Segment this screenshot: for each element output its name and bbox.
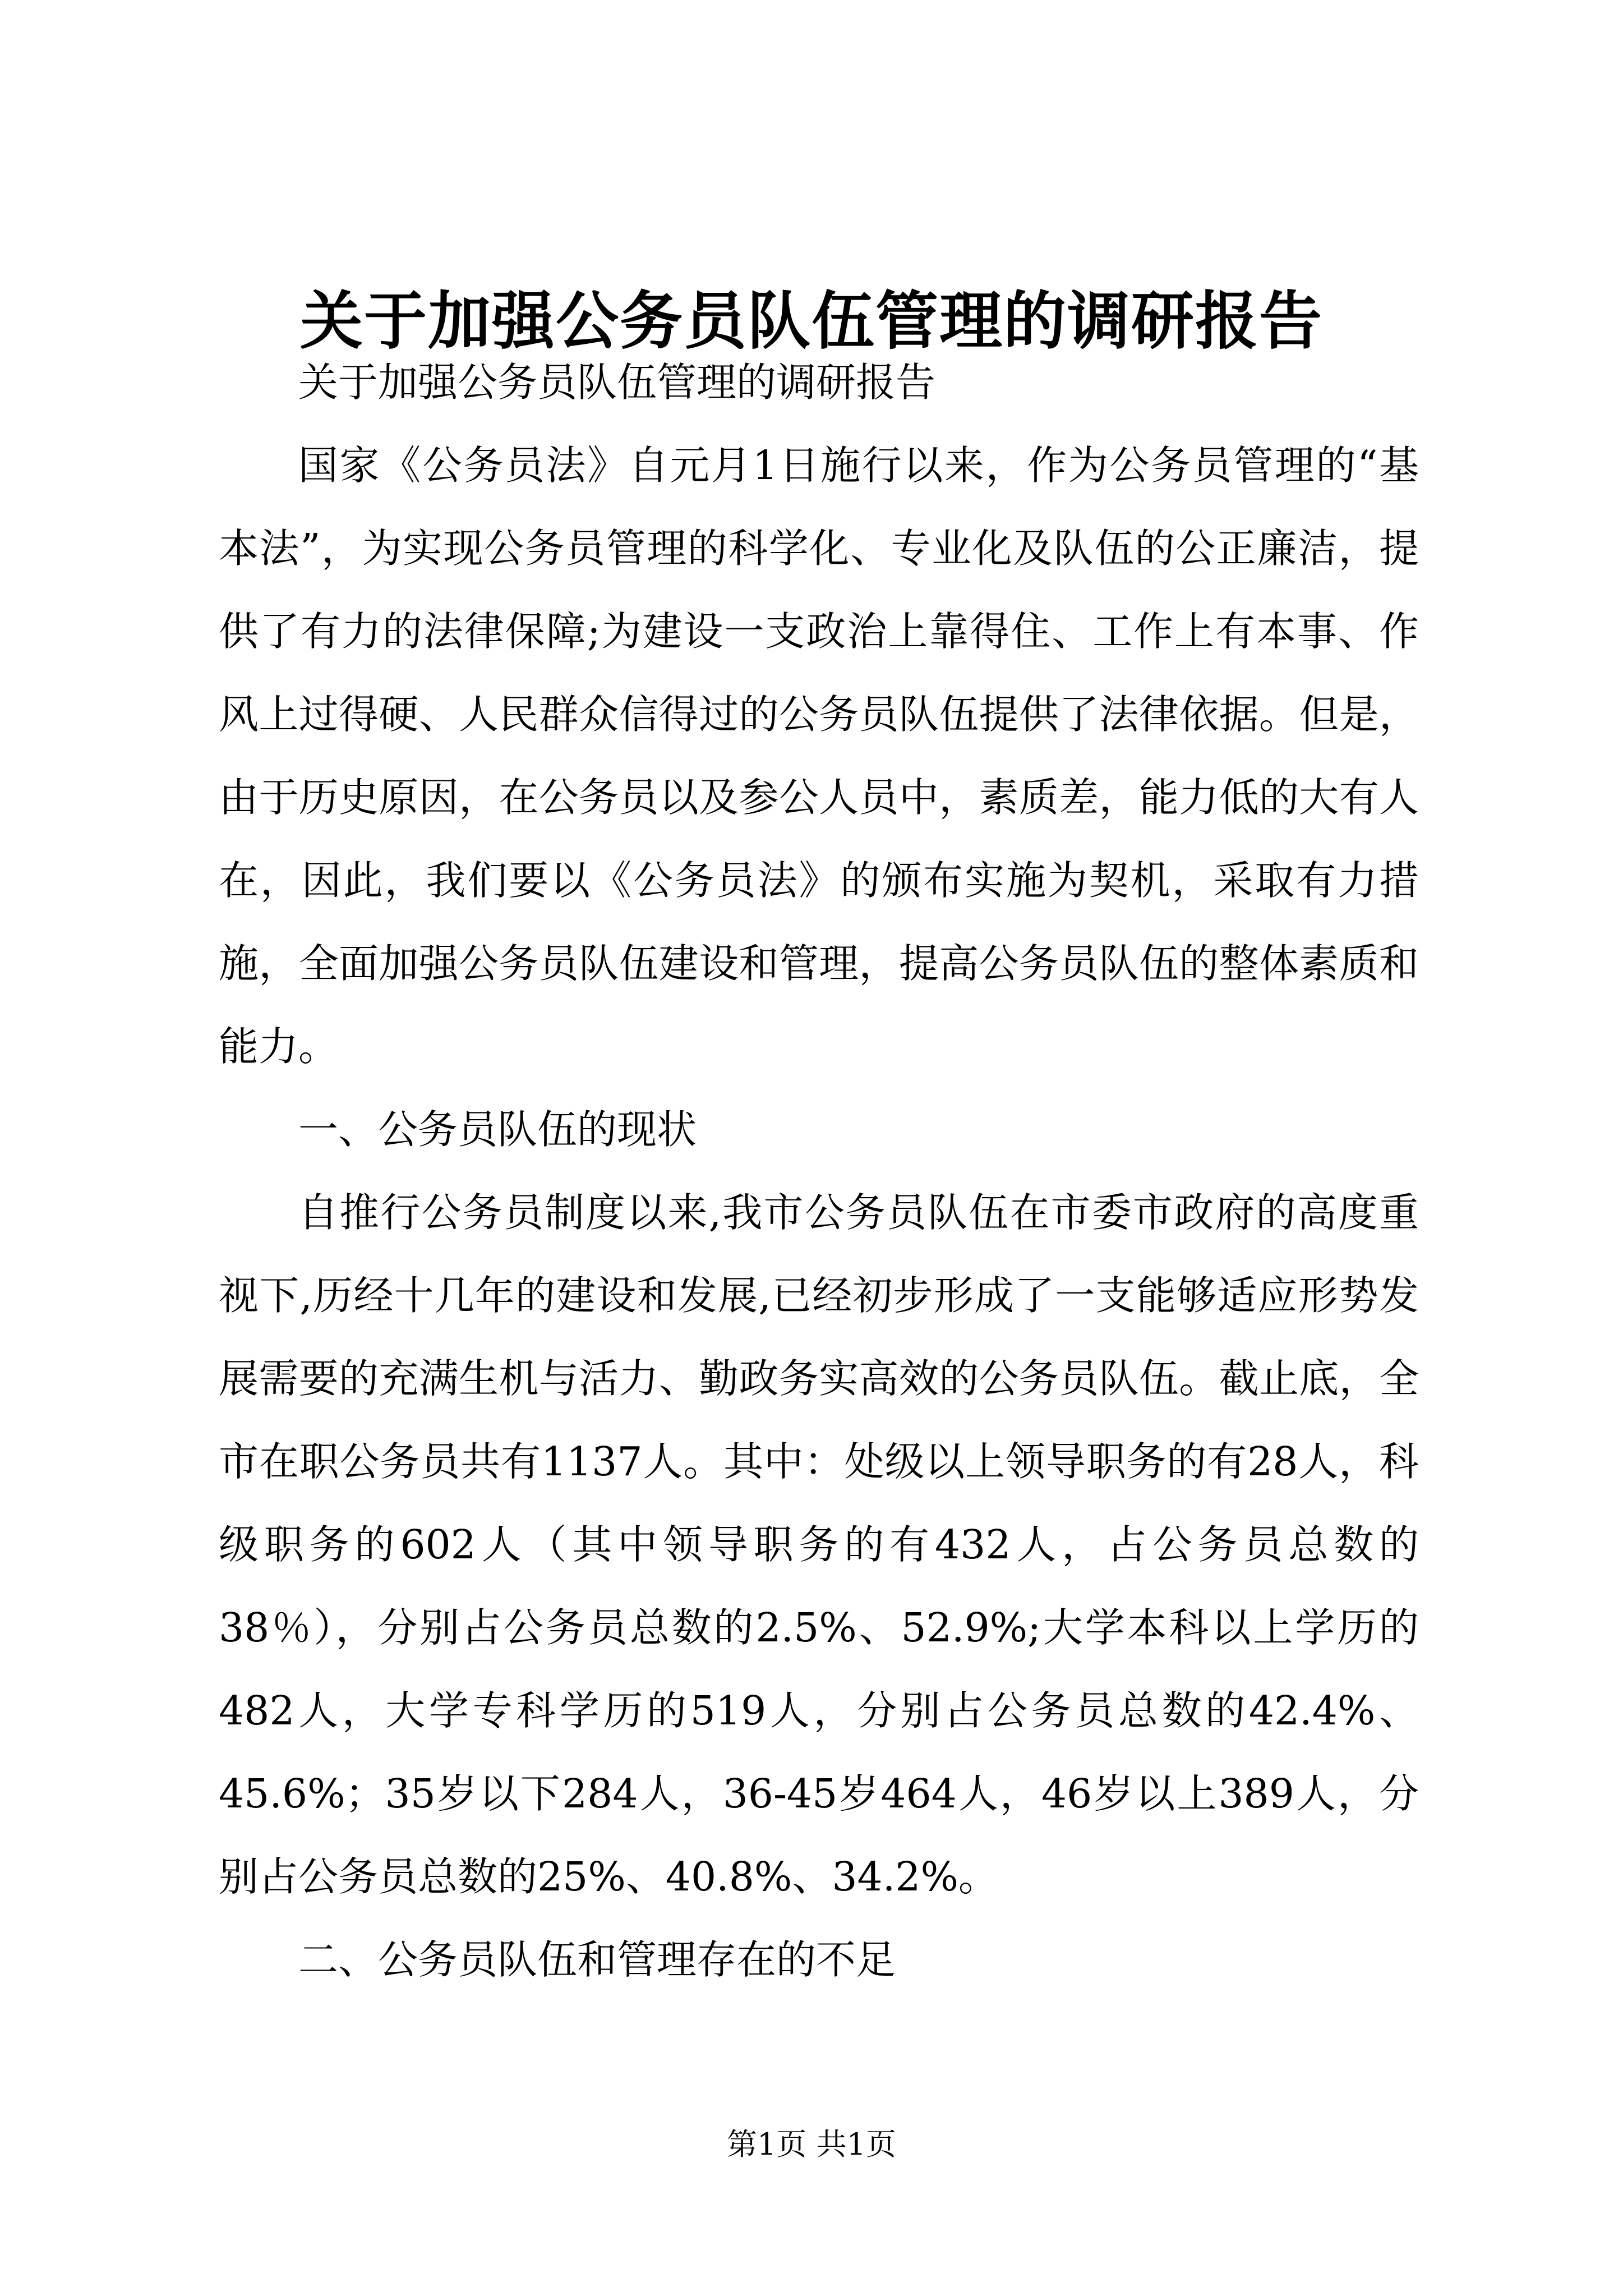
subtitle-paragraph: 关于加强公务员队伍管理的调研报告 xyxy=(298,359,936,406)
document-title: 关于加强公务员队伍管理的调研报告 xyxy=(300,284,1323,358)
section-heading-1: 一、公务员队伍的现状 xyxy=(298,1106,697,1153)
intro-paragraph: 国家《公务员法》自元月1日施行以来，作为公务员管理的“基本法”，为实现公务员管理的科学化、专业化及队伍的公正廉洁，提供了有力的法律保障;为建设一支政治上靠得住、工作上有本事、作风上过得硬、人民群众信得过的公务员队伍提供了法律依据。但是，由于历史原因，在公务员以及参公人员中，素质差，能力低的大有人在，因此，我们要以《公务员法》的颁布实施为契机，采取有力措施，全面加强公务员队伍建设和管理，提高公务员队伍的整体素质和能力。 xyxy=(219,442,1419,1070)
page-footer: 第1页 共1页 xyxy=(727,2127,896,2162)
document-body xyxy=(219,341,1419,2001)
status-paragraph: 自推行公务员制度以来,我市公务员队伍在市委市政府的高度重视下,历经十几年的建设和发展,已经初步形成了一支能够适应形势发展需要的充满生机与活力、勤政务实高效的公务员队伍。截止底，全市在职公务员共有1137人。其中：处级以上领导职务的有28人，科级职务的602人（其中领导职务的有432人，占公务员总数的38％），分别占公务员总数的2.5%、52.9%;大学本科以上学历的482人，大学专科学历的519人，分别占公务员总数的42.4%、45.6%；35岁以下284人，36-45岁464人，46岁以上389人，分别占公务员总数的25%、40.8%、34.2%。 xyxy=(219,1189,1419,1900)
section-heading-2: 二、公务员队伍和管理存在的不足 xyxy=(298,1936,896,1983)
